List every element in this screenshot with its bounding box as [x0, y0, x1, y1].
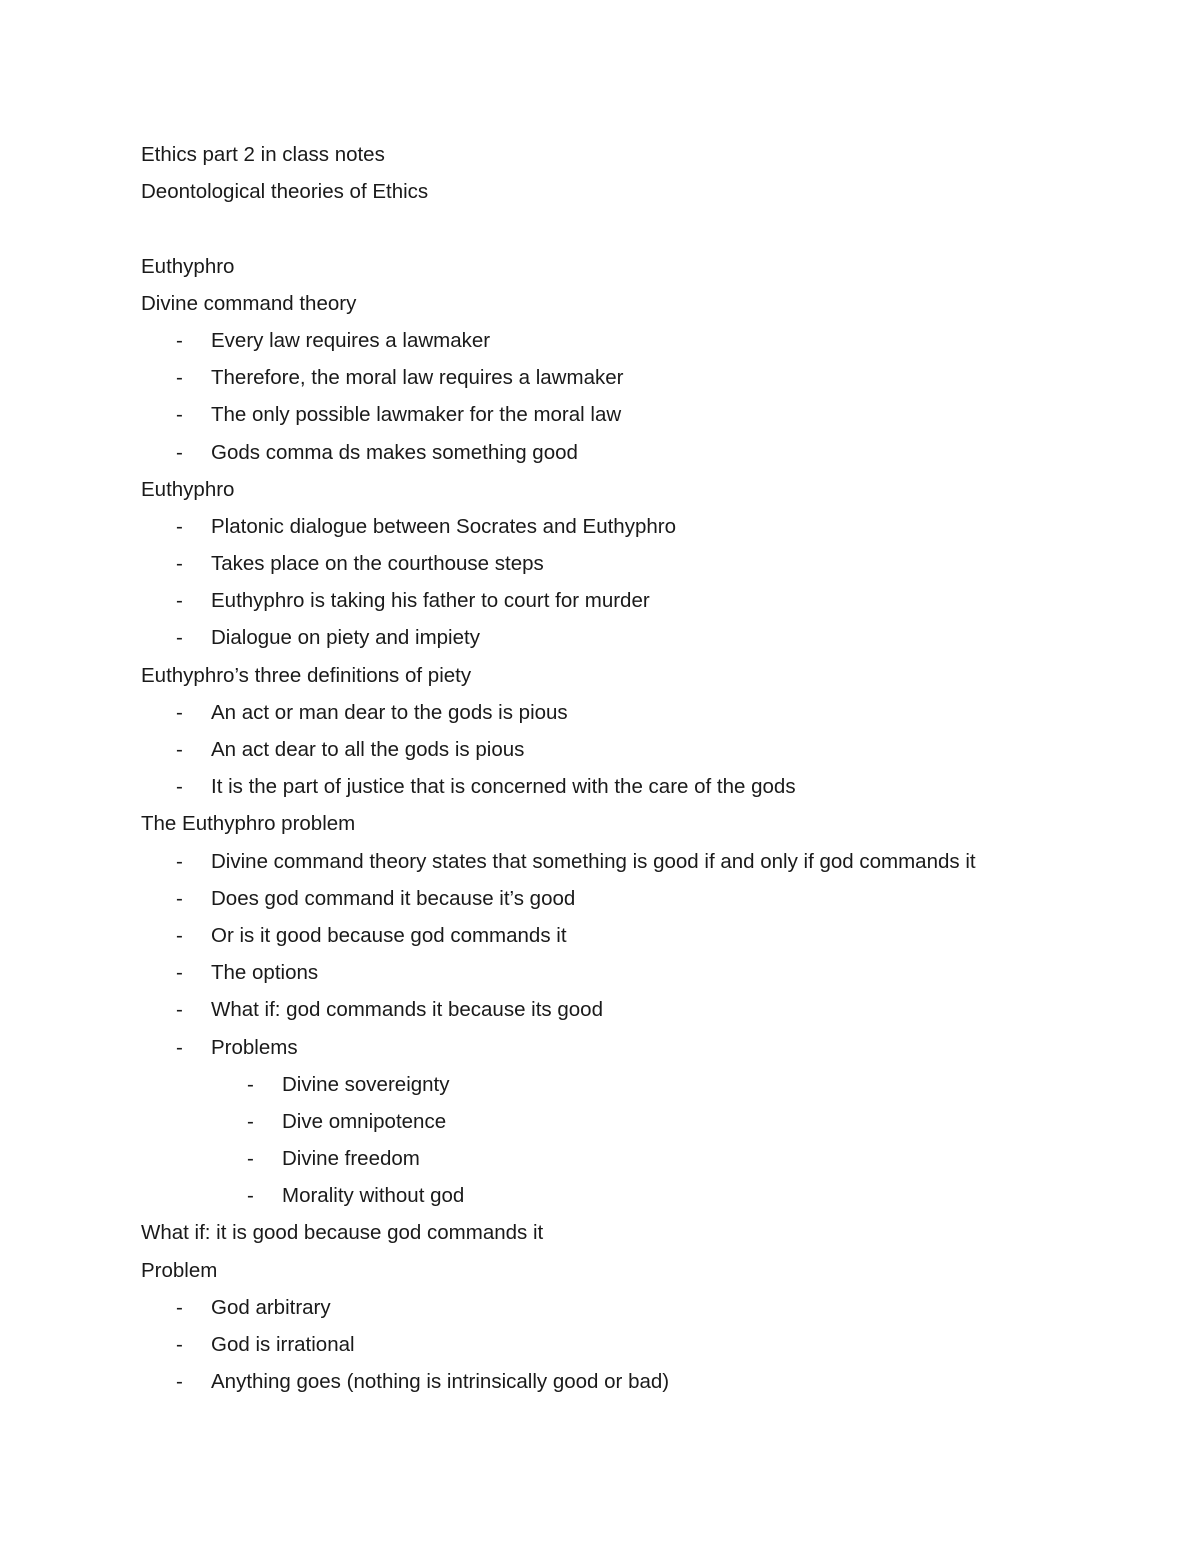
list-item-text: Gods comma ds makes something good	[211, 440, 578, 464]
list-item	[141, 1289, 1141, 1326]
list-item	[141, 731, 1141, 768]
list-item-text: Divine command theory states that something is good if and only if god commands it	[211, 849, 976, 873]
heading-text: Ethics part 2 in class notes	[141, 143, 385, 166]
list-item-text: It is the part of justice that is concerned with the care of the gods	[211, 775, 796, 799]
section-heading	[141, 248, 1141, 285]
list-item-text: Or is it good because god commands it	[211, 923, 567, 947]
list-item	[141, 991, 1141, 1028]
list-item-text: Every law requires a lawmaker	[211, 328, 491, 352]
dash-bullet-icon: -	[176, 1035, 183, 1059]
list-item-text: Dive omnipotence	[282, 1109, 447, 1133]
heading-text: Deontological theories of Ethics	[141, 180, 429, 204]
list-item-text: Divine sovereignty	[282, 1072, 450, 1096]
dash-bullet-icon: -	[247, 1184, 254, 1208]
list-item-text: An act or man dear to the gods is pious	[211, 700, 568, 724]
sub-list-item	[141, 1140, 1141, 1177]
dash-bullet-icon: -	[176, 886, 183, 910]
page-title	[141, 136, 1141, 173]
dash-bullet-icon: -	[176, 700, 183, 724]
dash-bullet-icon: -	[176, 366, 183, 390]
dash-bullet-icon: -	[176, 738, 183, 761]
blank-line	[141, 210, 1141, 247]
list-item	[141, 508, 1141, 545]
dash-bullet-icon: -	[176, 849, 183, 873]
list-item	[141, 1029, 1141, 1066]
notes-body	[141, 136, 1141, 1400]
list-item	[141, 954, 1141, 991]
heading-text: The Euthyphro problem	[141, 812, 356, 836]
list-item-text: Euthyphro is taking his father to court for murder	[211, 589, 650, 613]
section-heading	[141, 285, 1141, 322]
dash-bullet-icon: -	[176, 552, 183, 576]
heading-text: Problem	[141, 1258, 218, 1282]
list-item-text: Takes place on the courthouse steps	[211, 552, 544, 576]
list-item	[141, 768, 1141, 805]
dash-bullet-icon: -	[247, 1109, 254, 1133]
list-item	[141, 619, 1141, 656]
list-item-text: Problems	[211, 1035, 298, 1059]
list-item	[141, 1363, 1141, 1400]
list-item	[141, 396, 1141, 433]
list-item	[141, 917, 1141, 954]
list-item-text: Divine freedom	[282, 1147, 420, 1171]
sub-list-item	[141, 1177, 1141, 1214]
dash-bullet-icon: -	[176, 440, 183, 464]
list-item	[141, 843, 1141, 880]
list-item	[141, 434, 1141, 471]
list-item-text: What if: god commands it because its good	[211, 998, 603, 1022]
list-item-text: God arbitrary	[211, 1295, 331, 1319]
list-item	[141, 582, 1141, 619]
list-item	[141, 359, 1141, 396]
section-heading	[141, 173, 1141, 210]
list-item-text: Anything goes (nothing is intrinsically good or bad)	[211, 1370, 670, 1394]
heading-text: Euthyphro’s three definitions of piety	[141, 663, 472, 687]
sub-list-item	[141, 1103, 1141, 1140]
section-heading	[141, 657, 1141, 694]
dash-bullet-icon: -	[176, 923, 183, 947]
sub-list-item	[141, 1066, 1141, 1103]
dash-bullet-icon: -	[247, 1147, 254, 1171]
list-item	[141, 694, 1141, 731]
dash-bullet-icon: -	[176, 1333, 183, 1356]
list-item-text: Does god command it because it’s good	[211, 886, 576, 910]
list-item-text: The options	[211, 961, 319, 985]
dash-bullet-icon: -	[176, 403, 183, 427]
heading-text: Euthyphro	[141, 254, 235, 278]
section-heading	[141, 805, 1141, 842]
list-item-text: God is irrational	[211, 1333, 355, 1356]
section-heading	[141, 1252, 1141, 1289]
dash-bullet-icon: -	[176, 961, 183, 985]
section-heading	[141, 1214, 1141, 1251]
dash-bullet-icon: -	[176, 589, 183, 613]
heading-text: What if: it is good because god commands it	[141, 1221, 544, 1245]
section-heading	[141, 471, 1141, 508]
dash-bullet-icon: -	[176, 626, 183, 650]
dash-bullet-icon: -	[176, 514, 183, 538]
dash-bullet-icon: -	[176, 1370, 183, 1394]
list-item-text: Morality without god	[282, 1184, 465, 1208]
list-item-text: Dialogue on piety and impiety	[211, 626, 480, 650]
dash-bullet-icon: -	[176, 775, 183, 799]
dash-bullet-icon: -	[247, 1072, 254, 1096]
list-item-text: The only possible lawmaker for the moral law	[211, 403, 622, 427]
dash-bullet-icon: -	[176, 1295, 183, 1319]
dash-bullet-icon: -	[176, 328, 183, 352]
heading-text: Euthyphro	[141, 477, 235, 501]
dash-bullet-icon: -	[176, 998, 183, 1022]
list-item	[141, 880, 1141, 917]
list-item	[141, 322, 1141, 359]
heading-text: Divine command theory	[141, 291, 357, 315]
list-item-text: Therefore, the moral law requires a lawmaker	[211, 366, 624, 390]
list-item-text: An act dear to all the gods is pious	[211, 738, 525, 761]
list-item-text: Platonic dialogue between Socrates and Euthyphro	[211, 514, 676, 538]
list-item	[141, 545, 1141, 582]
list-item	[141, 1326, 1141, 1363]
